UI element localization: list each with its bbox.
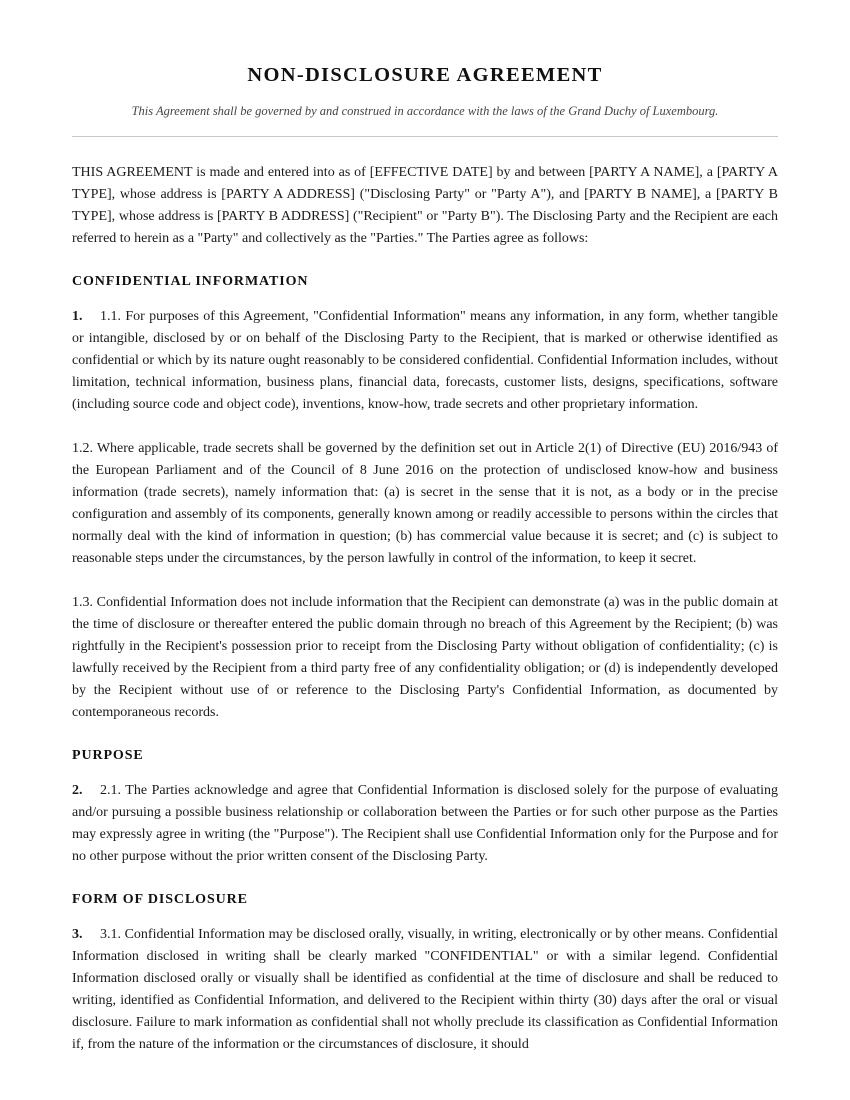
clause-1-2: 1.2. Where applicable, trade secrets shall be governed by the definition set out in Article 2(1) of Directive (EU) 2016/943 of the European Parliament and of the Council of 8 June 2016 on the protection of undisclosed know-how and business information (trade secrets), namely information that: (a) is secret in the sense that it is not, as a body or in the precise configuration and assembly of its components, generally known among or readily accessible to persons within the circles that normally deal with the kind of information in question; (b) has commercial value because it is secret; and (c) is subject to reasonable steps under the circumstances, by the person lawfully in control of the information, to keep it secret. <box>72 441 778 566</box>
section-number: 1. <box>72 309 83 324</box>
clause-2-1 <box>72 780 778 868</box>
preamble-paragraph: THIS AGREEMENT is made and entered into as of [EFFECTIVE DATE] by and between [PARTY A NAME], a [PARTY A TYPE], whose address is [PARTY A ADDRESS] ("Disclosing Party" or "Party A"), and [PARTY B NAME], a [PARTY B TYPE], whose address is [PARTY B ADDRESS] ("Recipient" or "Party B"). The Disclosing Party and the Recipient are each referred to herein as a "Party" and collectively as the "Parties." The Parties agree as follows: <box>72 165 778 246</box>
section-heading-purpose: PURPOSE <box>72 748 144 763</box>
clause-text: 3.1. Confidential Information may be disclosed orally, visually, in writing, electronically or by other means. Confidential Information disclosed in writing shall be clearly marked "CONFIDENTIAL" or with a similar legend. Confidential Information disclosed orally or visually shall be identified as confidential at the time of disclosure and shall be reduced to writing, identified as Confidential Information, and delivered to the Recipient within thirty (30) days after the oral or visual disclosure. Failure to mark information as confidential shall not wholly preclude its classification as Confidential Information if, from the nature of the information or the circumstances of disclosure, it should <box>72 927 778 1052</box>
document-title: NON-DISCLOSURE AGREEMENT <box>247 64 603 86</box>
section-number: 3. <box>72 927 83 942</box>
clause-1-1 <box>72 306 778 416</box>
clause-3-1 <box>72 924 778 1056</box>
clause-text: 2.1. The Parties acknowledge and agree that Confidential Information is disclosed solely for the purpose of evaluating and/or pursuing a possible business relationship or collaboration between the Parties or for such other purpose as the Parties may expressly agree in writing (the "Purpose"). The Recipient shall use Confidential Information only for the Purpose and for no other purpose without the prior written consent of the Disclosing Party. <box>72 783 778 864</box>
section-number: 2. <box>72 783 83 798</box>
clause-1-3: 1.3. Confidential Information does not include information that the Recipient can demonstrate (a) was in the public domain at the time of disclosure or thereafter entered the public domain through no breach of this Agreement by the Recipient; (b) was rightfully in the Recipient's possession prior to receipt from the Disclosing Party without obligation of confidentiality; (c) is lawfully received by the Recipient from a third party free of any confidentiality obligation; or (d) is independently developed by the Recipient without use of or reference to the Disclosing Party's Confidential Information, as documented by contemporaneous records. <box>72 595 778 720</box>
clause-text: 1.1. For purposes of this Agreement, "Confidential Information" means any information, in any form, whether tangible or intangible, disclosed by or on behalf of the Disclosing Party to the Recipient, that is marked or otherwise identified as confidential or which by its nature ought reasonably to be considered confidential. Confidential Information includes, without limitation, technical information, business plans, financial data, forecasts, customer lists, designs, specifications, software (including source code and object code), inventions, know-how, trade secrets and other proprietary information. <box>72 309 778 412</box>
governing-law-subtitle: This Agreement shall be governed by and construed in accordance with the laws of the Grand Duchy of Luxembourg. <box>131 104 719 118</box>
section-heading-form-of-disclosure: FORM OF DISCLOSURE <box>72 892 248 907</box>
section-heading-confidential-information: CONFIDENTIAL INFORMATION <box>72 274 309 289</box>
document-page <box>72 62 778 1056</box>
title-divider <box>72 136 778 137</box>
